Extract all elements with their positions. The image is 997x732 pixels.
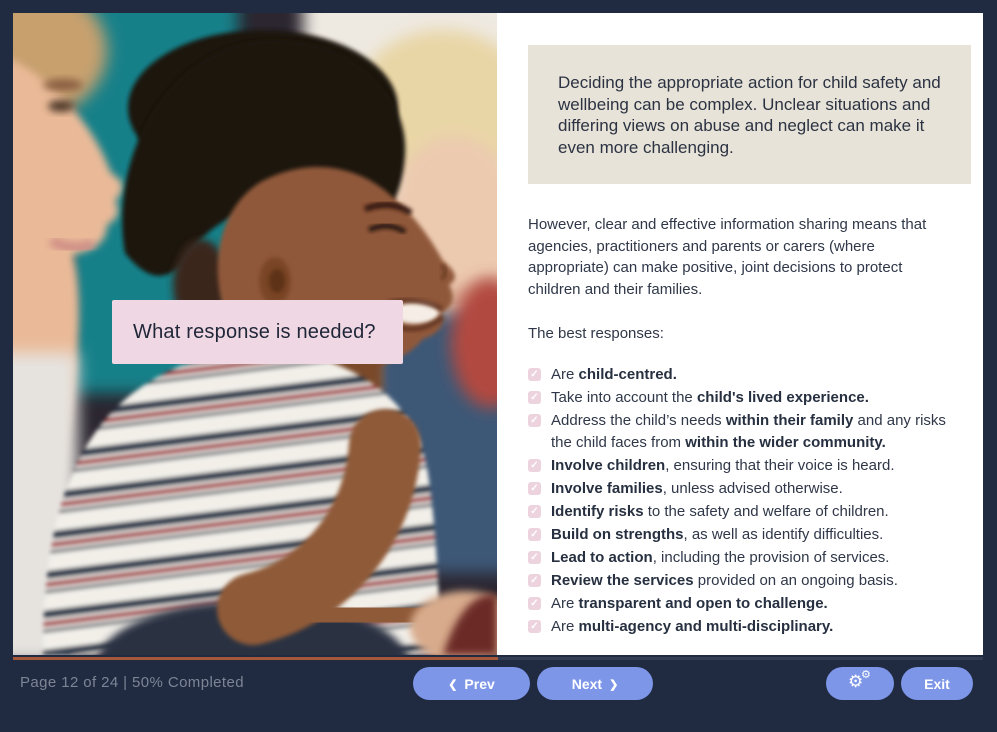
checkbox-checked-icon: ✓ <box>528 391 541 404</box>
checklist-item <box>528 616 960 638</box>
question-overlay-label: What response is needed? <box>112 300 403 364</box>
checklist-item <box>528 455 960 477</box>
checklist-item-text: Identify risks to the safety and welfare of children. <box>551 503 889 520</box>
settings-button[interactable] <box>826 667 894 700</box>
progress-bar <box>13 657 983 660</box>
checklist-item-text: Review the services provided on an ongoing basis. <box>551 572 898 589</box>
player-footer <box>0 655 997 732</box>
checklist-item-text: Are transparent and open to challenge. <box>551 595 828 612</box>
checklist <box>528 364 970 638</box>
exit-button[interactable] <box>901 667 973 700</box>
checklist-item-text: Involve families, unless advised otherwise. <box>551 480 843 497</box>
checkbox-checked-icon: ✓ <box>528 528 541 541</box>
checklist-item <box>528 478 960 500</box>
checklist-item <box>528 524 960 546</box>
checklist-item <box>528 593 960 615</box>
checkbox-checked-icon: ✓ <box>528 414 541 427</box>
chevron-right-icon: ❯ <box>609 678 619 691</box>
checklist-item-text: Address the child’s needs within their family and any risks the child faces from within the wider community. <box>551 412 946 451</box>
chevron-left-icon: ❮ <box>448 678 458 691</box>
checklist-item <box>528 387 960 409</box>
checklist-item-text: Build on strengths, as well as identify difficulties. <box>551 526 884 543</box>
checkbox-checked-icon: ✓ <box>528 620 541 633</box>
checklist-item <box>528 364 960 386</box>
checkbox-checked-icon: ✓ <box>528 505 541 518</box>
photo-children-classroom <box>13 13 497 655</box>
prev-button-label: Prev <box>464 675 495 692</box>
checklist-item-text: Take into account the child's lived experience. <box>551 389 869 406</box>
checklist-item-text: Lead to action, including the provision of services. <box>551 549 890 566</box>
checklist-item <box>528 410 960 454</box>
progress-fill <box>13 657 498 660</box>
checklist-item-text: Involve children, ensuring that their voice is heard. <box>551 457 895 474</box>
lesson-text-panel <box>497 13 983 655</box>
intro-paragraph: However, clear and effective information sharing means that agencies, practitioners and parents or carers (where appropriate) can make positive, joint decisions to protect children and their families. <box>528 216 927 298</box>
checkbox-checked-icon: ✓ <box>528 482 541 495</box>
checklist-item <box>528 570 960 592</box>
callout-box: Deciding the appropriate action for child safety and wellbeing can be complex. Unclear situations and differing views on abuse and neglect can make it even more challenging. <box>528 45 971 184</box>
checkbox-checked-icon: ✓ <box>528 459 541 472</box>
next-button-label: Next <box>571 675 603 692</box>
utility-buttons <box>826 667 973 700</box>
exit-button-label: Exit <box>924 675 950 692</box>
next-button[interactable] <box>537 667 653 700</box>
checklist-item <box>528 501 960 523</box>
list-intro: The best responses: <box>528 325 664 342</box>
checkbox-checked-icon: ✓ <box>528 574 541 587</box>
page-status: Page 12 of 24 | 50% Completed <box>20 674 244 691</box>
checkbox-checked-icon: ✓ <box>528 551 541 564</box>
checklist-item <box>528 547 960 569</box>
prev-button[interactable] <box>413 667 530 700</box>
checkbox-checked-icon: ✓ <box>528 368 541 381</box>
checklist-item-text: Are multi-agency and multi-disciplinary. <box>551 618 834 635</box>
checkbox-checked-icon: ✓ <box>528 597 541 610</box>
checklist-item-text: Are child-centred. <box>551 366 677 383</box>
nav-buttons <box>413 667 653 700</box>
gears-icon: ⚙ ⚙ <box>848 667 871 692</box>
slide-content <box>13 13 983 655</box>
